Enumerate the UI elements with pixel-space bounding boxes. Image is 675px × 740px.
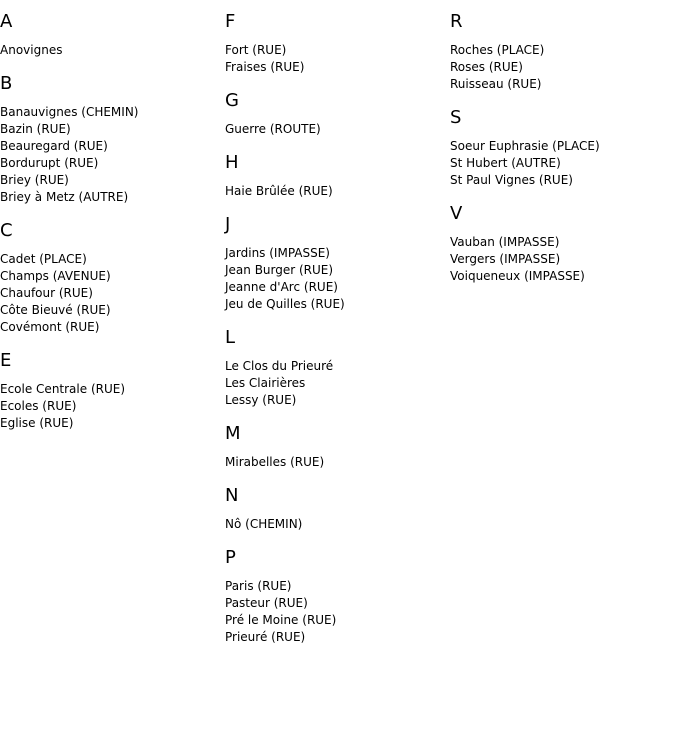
letter-group <box>225 327 445 409</box>
street-list <box>0 42 220 59</box>
street-link[interactable]: Roses (RUE) <box>450 60 523 74</box>
letter-heading: E <box>0 350 12 371</box>
letter-heading: R <box>450 11 463 32</box>
street-link[interactable]: Nô (CHEMIN) <box>225 517 303 531</box>
letter-group <box>225 214 445 313</box>
letter-group <box>225 485 445 533</box>
index-column-2 <box>225 0 445 646</box>
street-link[interactable]: Briey à Metz (AUTRE) <box>0 190 129 204</box>
letter-group <box>450 11 670 93</box>
street-link[interactable]: Bazin (RUE) <box>0 122 71 136</box>
street-list <box>0 381 220 432</box>
street-link[interactable]: Haie Brûlée (RUE) <box>225 184 333 198</box>
letter-group <box>225 11 445 76</box>
street-link[interactable]: Chaufour (RUE) <box>0 286 93 300</box>
street-link[interactable]: Banauvignes (CHEMIN) <box>0 105 139 119</box>
street-list <box>225 183 445 200</box>
street-link[interactable]: Mirabelles (RUE) <box>225 455 325 469</box>
letter-heading: J <box>225 214 231 235</box>
letter-group <box>225 423 445 471</box>
street-link[interactable]: Voiqueneux (IMPASSE) <box>450 269 585 283</box>
letter-group <box>225 152 445 200</box>
letter-group <box>450 107 670 189</box>
street-link[interactable]: Champs (AVENUE) <box>0 269 111 283</box>
letter-heading: S <box>450 107 462 128</box>
letter-heading: B <box>0 73 13 94</box>
letter-group <box>0 350 220 432</box>
index-column-3 <box>450 0 670 285</box>
street-link[interactable]: Les Clairières <box>225 376 306 390</box>
letter-group <box>225 90 445 138</box>
letter-group <box>0 220 220 336</box>
letter-heading: P <box>225 547 236 568</box>
street-link[interactable]: Eglise (RUE) <box>0 416 74 430</box>
street-list <box>225 578 445 646</box>
letter-heading: H <box>225 152 239 173</box>
street-link[interactable]: Jean Burger (RUE) <box>225 263 334 277</box>
street-link[interactable]: Jeu de Quilles (RUE) <box>225 297 345 311</box>
letter-heading: F <box>225 11 236 32</box>
street-link[interactable]: St Hubert (AUTRE) <box>450 156 561 170</box>
letter-group <box>450 203 670 285</box>
street-link[interactable]: Lessy (RUE) <box>225 393 297 407</box>
street-link[interactable]: Covémont (RUE) <box>0 320 100 334</box>
street-list <box>225 516 445 533</box>
street-list <box>225 454 445 471</box>
street-link[interactable]: Bordurupt (RUE) <box>0 156 99 170</box>
street-link[interactable]: Cadet (PLACE) <box>0 252 87 266</box>
letter-heading: C <box>0 220 13 241</box>
street-link[interactable]: Pré le Moine (RUE) <box>225 613 337 627</box>
street-list <box>225 245 445 313</box>
index-column-1 <box>0 0 220 432</box>
letter-group <box>225 547 445 646</box>
street-link[interactable]: Jeanne d'Arc (RUE) <box>225 280 338 294</box>
street-link[interactable]: Fort (RUE) <box>225 43 287 57</box>
street-link[interactable]: Ecole Centrale (RUE) <box>0 382 126 396</box>
street-link[interactable]: Soeur Euphrasie (PLACE) <box>450 139 600 153</box>
street-list <box>225 121 445 138</box>
street-list <box>450 42 670 93</box>
street-link[interactable]: Paris (RUE) <box>225 579 292 593</box>
letter-heading: G <box>225 90 239 111</box>
street-link[interactable]: St Paul Vignes (RUE) <box>450 173 573 187</box>
street-list <box>0 104 220 206</box>
street-list <box>450 138 670 189</box>
letter-group <box>0 73 220 206</box>
street-link[interactable]: Beauregard (RUE) <box>0 139 108 153</box>
street-link[interactable]: Ecoles (RUE) <box>0 399 77 413</box>
street-link[interactable]: Jardins (IMPASSE) <box>225 246 330 260</box>
street-link[interactable]: Prieuré (RUE) <box>225 630 306 644</box>
letter-group <box>0 11 220 59</box>
street-link[interactable]: Anovignes <box>0 43 63 57</box>
street-link[interactable]: Le Clos du Prieuré <box>225 359 334 373</box>
street-link[interactable]: Briey (RUE) <box>0 173 69 187</box>
street-link[interactable]: Guerre (ROUTE) <box>225 122 321 136</box>
letter-heading: N <box>225 485 239 506</box>
street-list <box>225 358 445 409</box>
street-list <box>225 42 445 76</box>
letter-heading: M <box>225 423 241 444</box>
letter-heading: L <box>225 327 236 348</box>
street-link[interactable]: Roches (PLACE) <box>450 43 545 57</box>
street-link[interactable]: Fraises (RUE) <box>225 60 305 74</box>
street-link[interactable]: Vauban (IMPASSE) <box>450 235 560 249</box>
street-link[interactable]: Ruisseau (RUE) <box>450 77 542 91</box>
street-link[interactable]: Pasteur (RUE) <box>225 596 308 610</box>
letter-heading: V <box>450 203 463 224</box>
street-list <box>450 234 670 285</box>
letter-heading: A <box>0 11 13 32</box>
street-link[interactable]: Vergers (IMPASSE) <box>450 252 561 266</box>
street-list <box>0 251 220 336</box>
street-link[interactable]: Côte Bieuvé (RUE) <box>0 303 111 317</box>
